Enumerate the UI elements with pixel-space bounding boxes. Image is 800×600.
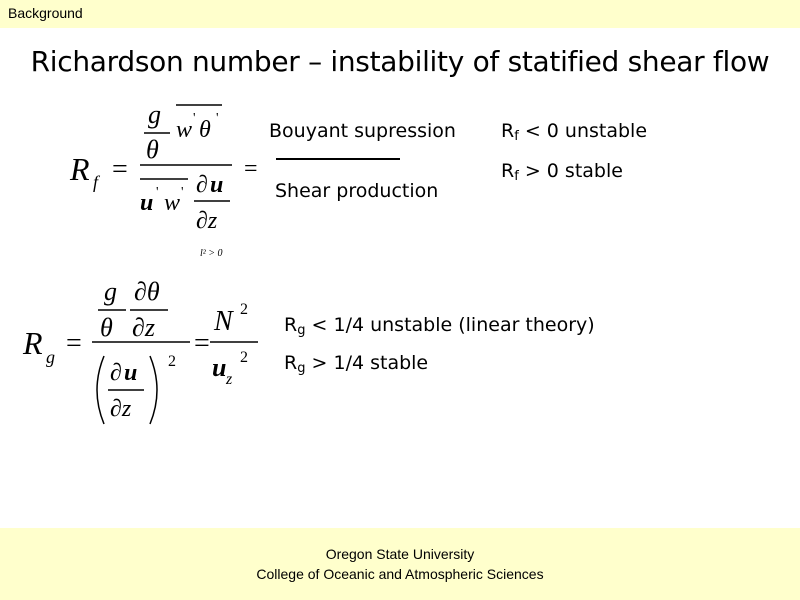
svg-text:': ' (193, 111, 196, 126)
header-bar (0, 0, 800, 28)
svg-text:∂: ∂ (196, 172, 208, 198)
svg-text:u: u (210, 172, 224, 198)
svg-text:∂z: ∂z (110, 396, 132, 422)
svg-text:∂z: ∂z (132, 313, 155, 342)
svg-text:2: 2 (240, 301, 248, 318)
svg-text:2: 2 (168, 353, 176, 370)
rg-equation (18, 270, 263, 435)
svg-text:=: = (112, 154, 128, 185)
svg-text:θ: θ (100, 313, 113, 342)
l-squared-note: l² > 0 (200, 248, 223, 259)
rf-unstable-condition: $R_f < 0$ unstable (501, 120, 648, 144)
svg-text:': ' (216, 111, 219, 126)
buoyant-suppression-label: Bouyant supression (269, 120, 456, 142)
section-label: Background (8, 5, 83, 21)
svg-text:∂θ: ∂θ (134, 277, 160, 306)
svg-text:u: u (124, 360, 138, 386)
svg-text:R: R (23, 325, 43, 361)
rf-stable-condition: $R_f > 0$ stable (501, 160, 623, 184)
svg-text:=: = (66, 328, 82, 359)
svg-text:': ' (181, 185, 184, 200)
svg-text:=: = (194, 328, 210, 359)
rf-equation (60, 90, 260, 265)
svg-text:2: 2 (240, 349, 248, 366)
ratio-fraction-bar (276, 158, 400, 160)
svg-text:f: f (93, 172, 99, 192)
svg-text:z: z (226, 371, 233, 388)
svg-text:N: N (214, 306, 233, 337)
footer-college: College of Oceanic and Atmospheric Sciences (256, 566, 544, 582)
svg-text:w: w (176, 117, 193, 143)
svg-text:R: R (70, 151, 90, 187)
svg-text:u: u (212, 353, 227, 382)
rg-stable-condition: $R_g > 1/4$ stable (284, 352, 429, 376)
svg-text:g: g (46, 347, 55, 367)
svg-text:∂: ∂ (110, 360, 122, 386)
svg-text:θ: θ (146, 135, 159, 164)
footer-bar (0, 528, 800, 600)
rg-unstable-condition: $R_g < 1/4$ unstable (linear theory) (284, 314, 595, 338)
svg-text:=: = (244, 156, 258, 182)
svg-text:g: g (104, 277, 117, 306)
svg-text:w: w (164, 190, 181, 216)
shear-production-label: Shear production (275, 180, 439, 202)
slide-title: Richardson number – instability of statified shear flow (30, 45, 770, 78)
svg-text:u: u (140, 190, 154, 216)
svg-text:g: g (148, 100, 161, 129)
footer-university: Oregon State University (325, 546, 475, 562)
svg-text:': ' (156, 185, 159, 200)
svg-text:θ: θ (199, 117, 211, 143)
svg-text:∂z: ∂z (196, 208, 218, 234)
